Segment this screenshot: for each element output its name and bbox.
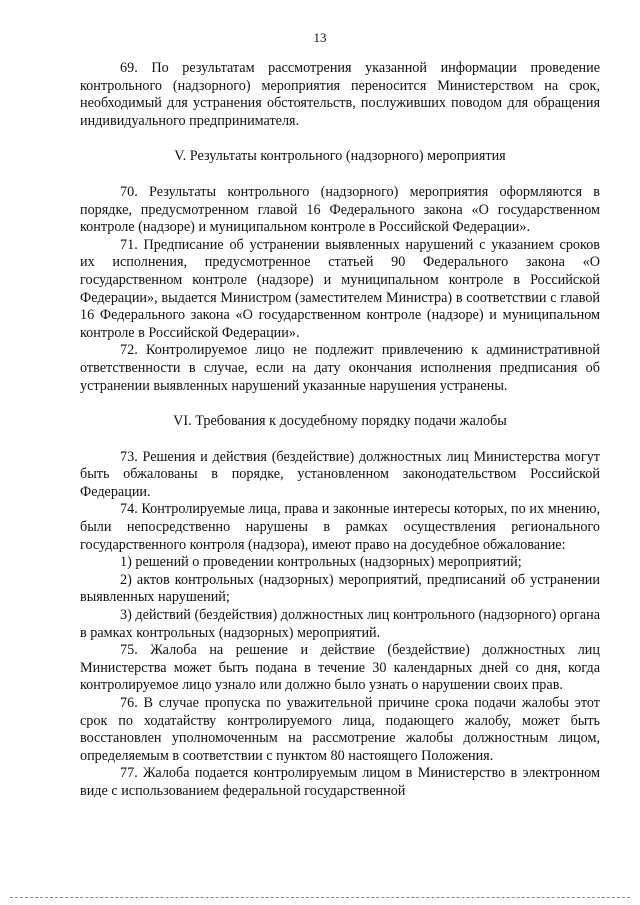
paragraph-70: 70. Результаты контрольного (надзорного) мероприятия оформляются в порядке, предусмотренном главой 16 Федерального закона «О государственном контроле (надзоре) и муниципальном контроле в Российской Федерации». xyxy=(80,183,600,236)
paragraph-71: 71. Предписание об устранении выявленных нарушений с указанием сроков их исполнения, предусмотренное статьей 90 Федерального закона «О государственном контроле (надзоре) и муниципальном контроле в Российской Федерации», выдается Министром (заместителем Министра) в соответствии с главой 16 Федерального закона «О государственном контроле (надзоре) и муниципальном контроле в Российской Федерации». xyxy=(80,236,600,341)
document-body xyxy=(80,60,600,801)
paragraph-74-item-3: 3) действий (бездействия) должностных лиц контрольного (надзорного) органа в рамках контрольных (надзорных) мероприятий. xyxy=(80,607,600,641)
paragraph-74-item-2: 2) актов контрольных (надзорных) мероприятий, предписаний об устранении выявленных нарушений; xyxy=(80,571,600,606)
paragraph-75: 75. Жалоба на решение и действие (бездействие) должностных лиц Министерства может быть подана в течение 30 календарных дней со дня, когда контролируемое лицо узнало или должно было узнать о нарушении своих прав. xyxy=(80,642,600,694)
page-number: 13 xyxy=(313,30,327,45)
section-heading-vi: VI. Требования к досудебному порядку подачи жалобы xyxy=(173,413,507,430)
paragraph-76: 76. В случае пропуска по уважительной причине срока подачи жалобы этот срок по ходатайству контролируемого лица, подающего жалобу, может быть восстановлен уполномоченным на рассмотрение жалобы должностным лицом, определяемым в соответствии с пунктом 80 настоящего Положения. xyxy=(80,695,600,764)
paragraph-69: 69. По результатам рассмотрения указанной информации проведение контрольного (надзорного) мероприятия переносится Министерством на срок, необходимый для устранения обстоятельств, послуживших поводом для обращения индивидуального предпринимателя. xyxy=(80,60,600,129)
paragraph-74: 74. Контролируемые лица, права и законные интересы которых, по их мнению, были непосредственно нарушены в рамках осуществления регионального государственного контроля (надзора), имеют право на досудебное обжалование: xyxy=(80,501,600,553)
scan-bottom-edge xyxy=(10,897,630,898)
section-heading-v: V. Результаты контрольного (надзорного) мероприятия xyxy=(174,148,506,165)
paragraph-72: 72. Контролируемое лицо не подлежит привлечению к административной ответственности в случае, если на дату окончания исполнения предписания об устранении выявленных нарушений указанные нарушения устранены. xyxy=(80,342,600,394)
paragraph-73: 73. Решения и действия (бездействие) должностных лиц Министерства могут быть обжалованы в порядке, установленном законодательством Российской Федерации. xyxy=(80,448,600,500)
paragraph-77: 77. Жалоба подается контролируемым лицом в Министерство в электронном виде с использованием федеральной государственной xyxy=(80,765,600,799)
paragraph-74-item-1: 1) решений о проведении контрольных (надзорных) мероприятий; xyxy=(120,554,522,571)
